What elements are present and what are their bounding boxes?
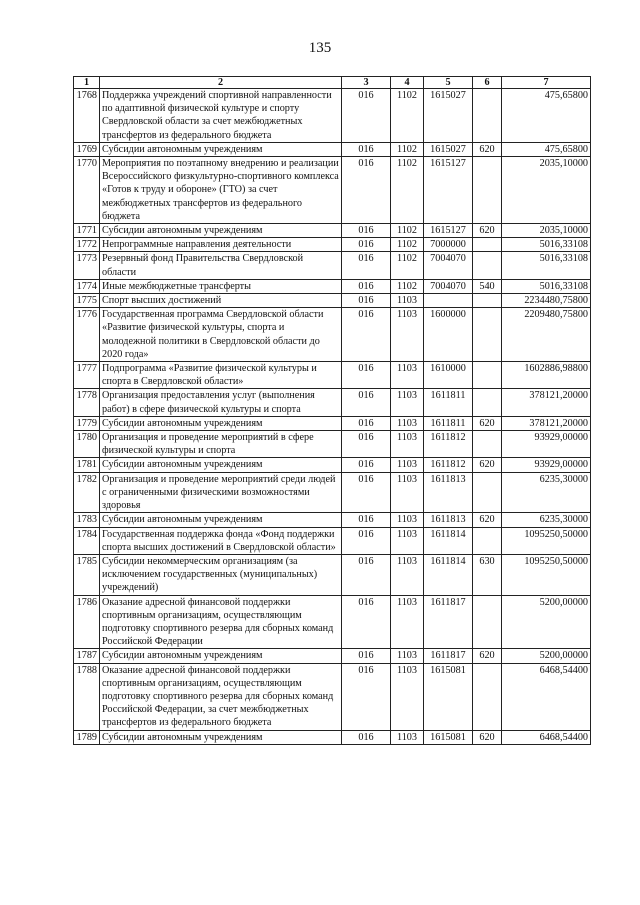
table-row	[74, 513, 591, 527]
table-row	[74, 294, 591, 308]
section-code: 1103	[391, 649, 424, 663]
section-code: 1102	[391, 252, 424, 279]
table-row	[74, 157, 591, 224]
section-code: 1103	[391, 730, 424, 744]
expense-type-code	[473, 238, 502, 252]
target-article-code: 1611814	[424, 554, 473, 595]
row-number: 1769	[74, 142, 100, 156]
row-name: Субсидии автономным учреждениям	[100, 730, 342, 744]
table-row	[74, 554, 591, 595]
section-code: 1102	[391, 279, 424, 293]
target-article-code: 1615127	[424, 157, 473, 224]
amount: 93929,00000	[502, 458, 591, 472]
table-row	[74, 279, 591, 293]
ministry-code: 016	[342, 294, 391, 308]
table-header-row	[74, 77, 591, 89]
row-name: Субсидии автономным учреждениям	[100, 513, 342, 527]
row-name: Оказание адресной финансовой поддержки спортивным организациям, осуществляющим подготовку спортивного резерва для сборных команд Российской Федерации, за счет межбюджетных трансфертов из федерального бюджета	[100, 663, 342, 730]
column-header: 4	[391, 77, 424, 89]
ministry-code: 016	[342, 527, 391, 554]
section-code: 1103	[391, 595, 424, 649]
row-number: 1789	[74, 730, 100, 744]
row-number: 1776	[74, 308, 100, 362]
ministry-code: 016	[342, 279, 391, 293]
row-number: 1788	[74, 663, 100, 730]
row-name: Субсидии автономным учреждениям	[100, 649, 342, 663]
ministry-code: 016	[342, 458, 391, 472]
target-article-code: 1611812	[424, 458, 473, 472]
ministry-code: 016	[342, 224, 391, 238]
table-row	[74, 89, 591, 143]
expense-type-code	[473, 89, 502, 143]
target-article-code: 1610000	[424, 362, 473, 389]
expense-type-code: 540	[473, 279, 502, 293]
ministry-code: 016	[342, 730, 391, 744]
row-number: 1778	[74, 389, 100, 416]
section-code: 1102	[391, 89, 424, 143]
amount: 2035,10000	[502, 224, 591, 238]
expense-type-code	[473, 472, 502, 513]
section-code: 1103	[391, 513, 424, 527]
target-article-code: 7004070	[424, 252, 473, 279]
row-name: Субсидии некоммерческим организациям (за исключением государственных (муниципальных) учреждений)	[100, 554, 342, 595]
amount: 5200,00000	[502, 595, 591, 649]
row-number: 1786	[74, 595, 100, 649]
amount: 5016,33108	[502, 238, 591, 252]
column-header: 6	[473, 77, 502, 89]
target-article-code	[424, 294, 473, 308]
row-name: Спорт высших достижений	[100, 294, 342, 308]
ministry-code: 016	[342, 431, 391, 458]
section-code: 1103	[391, 362, 424, 389]
row-number: 1770	[74, 157, 100, 224]
amount: 6235,30000	[502, 472, 591, 513]
table-row	[74, 389, 591, 416]
target-article-code: 7000000	[424, 238, 473, 252]
section-code: 1103	[391, 554, 424, 595]
target-article-code: 1611814	[424, 527, 473, 554]
table-body	[74, 89, 591, 745]
table-row	[74, 527, 591, 554]
expense-type-code: 620	[473, 649, 502, 663]
expense-type-code	[473, 431, 502, 458]
ministry-code: 016	[342, 308, 391, 362]
target-article-code: 1611813	[424, 513, 473, 527]
table-row	[74, 224, 591, 238]
column-header: 5	[424, 77, 473, 89]
ministry-code: 016	[342, 142, 391, 156]
table-row	[74, 252, 591, 279]
expense-type-code	[473, 157, 502, 224]
section-code: 1103	[391, 527, 424, 554]
row-name: Организация предоставления услуг (выполнения работ) в сфере физической культуры и спорта	[100, 389, 342, 416]
section-code: 1103	[391, 416, 424, 430]
amount: 1095250,50000	[502, 554, 591, 595]
target-article-code: 1615027	[424, 89, 473, 143]
row-name: Государственная поддержка фонда «Фонд поддержки спорта высших достижений в Свердловской области»	[100, 527, 342, 554]
expense-type-code: 620	[473, 513, 502, 527]
column-header: 7	[502, 77, 591, 89]
section-code: 1102	[391, 157, 424, 224]
ministry-code: 016	[342, 554, 391, 595]
row-name: Субсидии автономным учреждениям	[100, 224, 342, 238]
section-code: 1102	[391, 238, 424, 252]
row-name: Субсидии автономным учреждениям	[100, 416, 342, 430]
column-header: 3	[342, 77, 391, 89]
amount: 378121,20000	[502, 389, 591, 416]
row-name: Непрограммные направления деятельности	[100, 238, 342, 252]
row-number: 1768	[74, 89, 100, 143]
row-number: 1772	[74, 238, 100, 252]
ministry-code: 016	[342, 362, 391, 389]
row-number: 1779	[74, 416, 100, 430]
amount: 475,65800	[502, 89, 591, 143]
ministry-code: 016	[342, 89, 391, 143]
section-code: 1103	[391, 294, 424, 308]
ministry-code: 016	[342, 238, 391, 252]
table-row	[74, 663, 591, 730]
amount: 2234480,75800	[502, 294, 591, 308]
ministry-code: 016	[342, 595, 391, 649]
table-row	[74, 649, 591, 663]
target-article-code: 1611817	[424, 595, 473, 649]
row-name: Поддержка учреждений спортивной направленности по адаптивной физической культуре и спорту Свердловской области за счет межбюджетных трансфертов из федерального бюджета	[100, 89, 342, 143]
amount: 475,65800	[502, 142, 591, 156]
section-code: 1103	[391, 308, 424, 362]
section-code: 1103	[391, 472, 424, 513]
amount: 5016,33108	[502, 252, 591, 279]
table-row	[74, 416, 591, 430]
row-name: Подпрограмма «Развитие физической культуры и спорта в Свердловской области»	[100, 362, 342, 389]
expense-type-code: 630	[473, 554, 502, 595]
amount: 93929,00000	[502, 431, 591, 458]
table-row	[74, 238, 591, 252]
expense-type-code	[473, 389, 502, 416]
expense-type-code: 620	[473, 458, 502, 472]
table-row	[74, 362, 591, 389]
expense-type-code: 620	[473, 224, 502, 238]
row-number: 1780	[74, 431, 100, 458]
row-name: Субсидии автономным учреждениям	[100, 142, 342, 156]
target-article-code: 7004070	[424, 279, 473, 293]
row-name: Оказание адресной финансовой поддержки спортивным организациям, осуществляющим подготовку спортивного резерва для сборных команд Российской Федерации	[100, 595, 342, 649]
row-number: 1781	[74, 458, 100, 472]
target-article-code: 1615027	[424, 142, 473, 156]
amount: 378121,20000	[502, 416, 591, 430]
table-row	[74, 595, 591, 649]
row-number: 1775	[74, 294, 100, 308]
target-article-code: 1611811	[424, 389, 473, 416]
ministry-code: 016	[342, 649, 391, 663]
amount: 6468,54400	[502, 730, 591, 744]
row-number: 1783	[74, 513, 100, 527]
ministry-code: 016	[342, 157, 391, 224]
ministry-code: 016	[342, 663, 391, 730]
table-row	[74, 142, 591, 156]
table-row	[74, 431, 591, 458]
expense-type-code: 620	[473, 416, 502, 430]
target-article-code: 1615127	[424, 224, 473, 238]
target-article-code: 1615081	[424, 730, 473, 744]
row-number: 1773	[74, 252, 100, 279]
row-name: Государственная программа Свердловской области «Развитие физической культуры, спорта и молодежной политики в Свердловской области до 2020 года»	[100, 308, 342, 362]
expense-type-code	[473, 294, 502, 308]
row-number: 1782	[74, 472, 100, 513]
amount: 1095250,50000	[502, 527, 591, 554]
amount: 5016,33108	[502, 279, 591, 293]
section-code: 1103	[391, 389, 424, 416]
amount: 2209480,75800	[502, 308, 591, 362]
budget-table	[73, 76, 591, 745]
target-article-code: 1611813	[424, 472, 473, 513]
expense-type-code	[473, 252, 502, 279]
ministry-code: 016	[342, 416, 391, 430]
column-header: 2	[100, 77, 342, 89]
target-article-code: 1611811	[424, 416, 473, 430]
ministry-code: 016	[342, 252, 391, 279]
row-number: 1771	[74, 224, 100, 238]
row-number: 1785	[74, 554, 100, 595]
expense-type-code	[473, 362, 502, 389]
row-number: 1784	[74, 527, 100, 554]
row-name: Организация и проведение мероприятий среди людей с ограниченными физическими возможностями здоровья	[100, 472, 342, 513]
expense-type-code: 620	[473, 730, 502, 744]
row-number: 1787	[74, 649, 100, 663]
column-header: 1	[74, 77, 100, 89]
page-number: 135	[308, 40, 332, 56]
target-article-code: 1600000	[424, 308, 473, 362]
table-row	[74, 308, 591, 362]
ministry-code: 016	[342, 472, 391, 513]
row-name: Иные межбюджетные трансферты	[100, 279, 342, 293]
expense-type-code	[473, 595, 502, 649]
row-number: 1777	[74, 362, 100, 389]
section-code: 1103	[391, 431, 424, 458]
table-row	[74, 730, 591, 744]
expense-type-code	[473, 663, 502, 730]
amount: 6235,30000	[502, 513, 591, 527]
amount: 1602886,98800	[502, 362, 591, 389]
section-code: 1102	[391, 142, 424, 156]
expense-type-code	[473, 527, 502, 554]
row-name: Организация и проведение мероприятий в сфере физической культуры и спорта	[100, 431, 342, 458]
table-row	[74, 458, 591, 472]
table-row	[74, 472, 591, 513]
ministry-code: 016	[342, 513, 391, 527]
target-article-code: 1611817	[424, 649, 473, 663]
ministry-code: 016	[342, 389, 391, 416]
row-name: Субсидии автономным учреждениям	[100, 458, 342, 472]
amount: 6468,54400	[502, 663, 591, 730]
expense-type-code	[473, 308, 502, 362]
amount: 2035,10000	[502, 157, 591, 224]
section-code: 1102	[391, 224, 424, 238]
row-name: Резервный фонд Правительства Свердловской области	[100, 252, 342, 279]
section-code: 1103	[391, 458, 424, 472]
target-article-code: 1611812	[424, 431, 473, 458]
row-name: Мероприятия по поэтапному внедрению и реализации Всероссийского физкультурно-спортивного комплекса «Готов к труду и обороне» (ГТО) за счет межбюджетных трансфертов из федерального бюджета	[100, 157, 342, 224]
expense-type-code: 620	[473, 142, 502, 156]
section-code: 1103	[391, 663, 424, 730]
amount: 5200,00000	[502, 649, 591, 663]
row-number: 1774	[74, 279, 100, 293]
target-article-code: 1615081	[424, 663, 473, 730]
